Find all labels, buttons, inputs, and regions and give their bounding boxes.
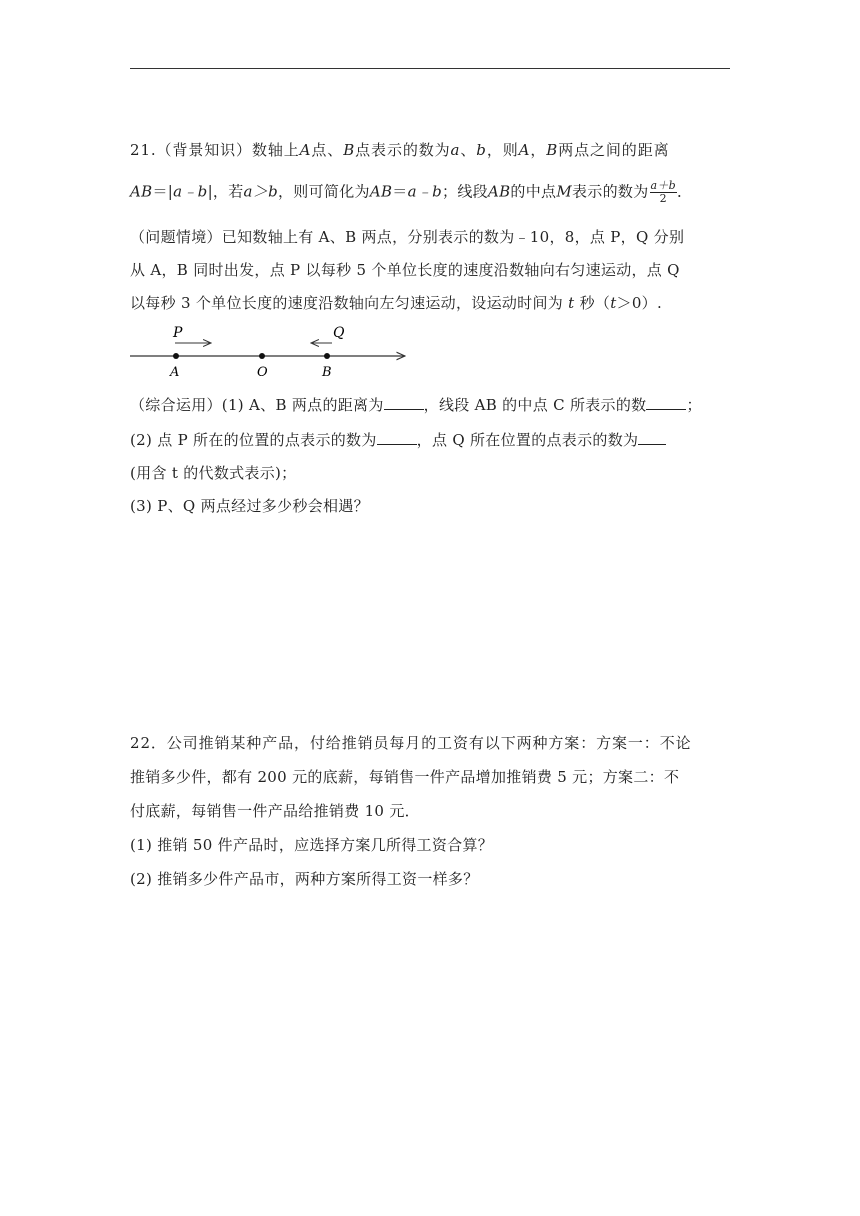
q21-line-4: 从 A，B 同时出发，点 P 以每秒 5 个单位长度的速度沿数轴向右匀速运动，点 Q	[130, 261, 680, 279]
q21-line-1: 21.（背景知识）数轴上A点、B点表示的数为a、b，则A，B两点之间的距离	[130, 141, 670, 159]
answer-blank[interactable]	[646, 395, 686, 410]
q21-line-2: AB＝|a﹣b|，若a＞b，则可简化为AB＝a﹣b；线段AB的中点M表示的数为 $\frac{a+b}{2}$ ．	[130, 179, 693, 205]
label-b: B	[322, 365, 332, 380]
q22-line-1: 22．公司推销某种产品，付给推销员每月的工资有以下两种方案：方案一：不论	[130, 734, 692, 752]
answer-blank[interactable]	[638, 430, 666, 445]
point-a	[173, 353, 179, 359]
q22-sub-2: (2) 推销多少件产品市，两种方案所得工资一样多？	[130, 870, 479, 888]
q21-sub-1: （综合运用）(1) A、B 两点的距离为 ，线段 AB 的中点 C 所表示的数 ；	[130, 396, 702, 414]
label-p: P	[173, 325, 183, 341]
q22-sub-1: (1) 推销 50 件产品时，应选择方案几所得工资合算？	[130, 836, 494, 854]
q21-sub-2: (2) 点 P 所在的位置的点表示的数为 ，点 Q 所在位置的点表示的数为	[130, 430, 666, 450]
answer-blank[interactable]	[377, 430, 417, 445]
point-b	[324, 353, 330, 359]
midpoint-fraction: $\frac{a+b}{2}$	[650, 179, 677, 205]
label-o: O	[257, 365, 268, 380]
point-o	[259, 353, 265, 359]
q21-line-3: （问题情境）已知数轴上有 A、B 两点，分别表示的数为﹣10，8，点 P，Q 分别	[130, 228, 685, 246]
answer-blank[interactable]	[384, 395, 424, 410]
q21-line-5: 以每秒 3 个单位长度的速度沿数轴向左匀速运动，设运动时间为 t 秒（t＞0）.	[130, 294, 663, 312]
label-a: A	[170, 365, 180, 380]
q22-line-3: 付底薪，每销售一件产品给推销费 10 元．	[130, 802, 420, 820]
q21-sub-2-note: (用含 t 的代数式表示)；	[130, 464, 297, 482]
header-rule	[130, 68, 730, 69]
number-line-figure	[125, 322, 415, 382]
q22-line-2: 推销多少件，都有 200 元的底薪，每销售一件产品增加推销费 5 元；方案二：不	[130, 768, 680, 786]
label-q: Q	[333, 325, 345, 341]
q21-sub-3: (3) P、Q 两点经过多少秒会相遇？	[130, 497, 369, 515]
